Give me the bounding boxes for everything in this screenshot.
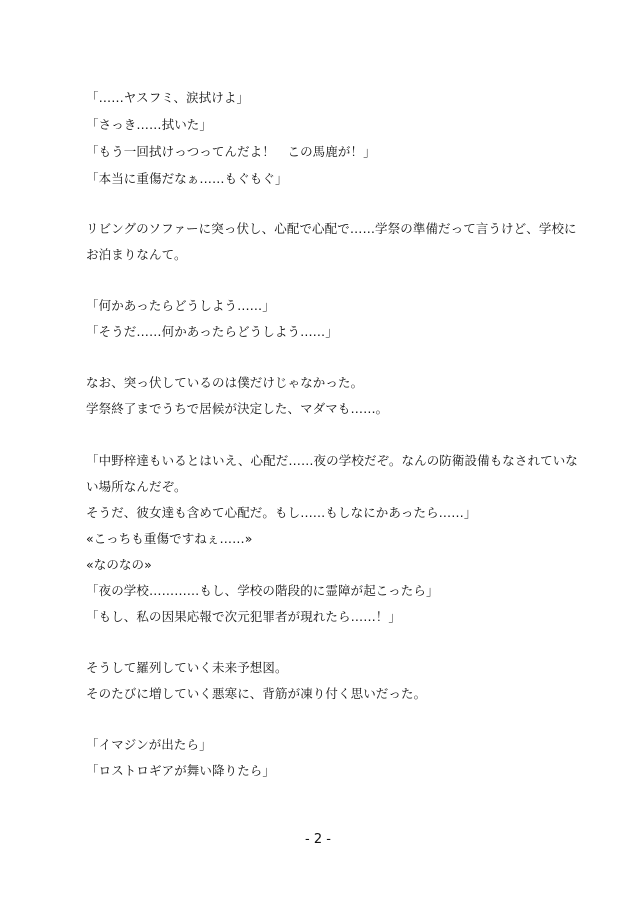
text-line: 「もし、私の因果応報で次元犯罪者が現れたら……！」 bbox=[86, 609, 402, 624]
text-line: 「さっき……拭いた」 bbox=[86, 117, 213, 132]
text-line: 学祭終了までうちで居候が決定した、マダマも……。 bbox=[86, 401, 389, 416]
text-line: そうだ、彼女達も含めて心配だ。もし……もしなにかあったら……」 bbox=[86, 505, 477, 520]
text-line: 「そうだ……何かあったらどうしよう……」 bbox=[86, 324, 338, 339]
text-line: い場所なんだぞ。 bbox=[86, 479, 187, 494]
text-line: なお、突っ伏しているのは僕だけじゃなかった。 bbox=[86, 375, 364, 390]
text-line: 「夜の学校…………もし、学校の階段的に霊障が起こったら」 bbox=[86, 583, 439, 598]
text-line: 「何かあったらどうしよう……」 bbox=[86, 298, 275, 313]
text-line: 「ロストロギアが舞い降りたら」 bbox=[86, 763, 276, 778]
text-line: そうして羅列していく未来予想図。 bbox=[86, 660, 288, 675]
text-line: そのたびに増していく悪寒に、背筋が凍り付く思いだった。 bbox=[86, 686, 427, 701]
page-number: - 2 - bbox=[305, 832, 331, 847]
text-line: «なのなの» bbox=[86, 557, 152, 572]
text-line: 「……ヤスフミ、涙拭けよ」 bbox=[86, 90, 250, 105]
text-line: 「本当に重傷だなぁ……もぐもぐ」 bbox=[86, 171, 288, 186]
text-line: お泊まりなんて。 bbox=[86, 247, 187, 262]
text-line: «こっちも重傷ですねぇ……» bbox=[86, 531, 253, 546]
text-line: 「イマジンが出たら」 bbox=[86, 737, 212, 752]
text-line: 「中野梓達もいるとはいえ、心配だ……夜の学校だぞ。なんの防衛設備もなされていな bbox=[86, 453, 578, 468]
text-line: 「もう一回拭けっつってんだよ！ この馬鹿が！」 bbox=[86, 144, 376, 159]
text-line: リビングのソファーに突っ伏し、心配で心配で……学祭の準備だって言うけど、学校に bbox=[86, 221, 577, 236]
